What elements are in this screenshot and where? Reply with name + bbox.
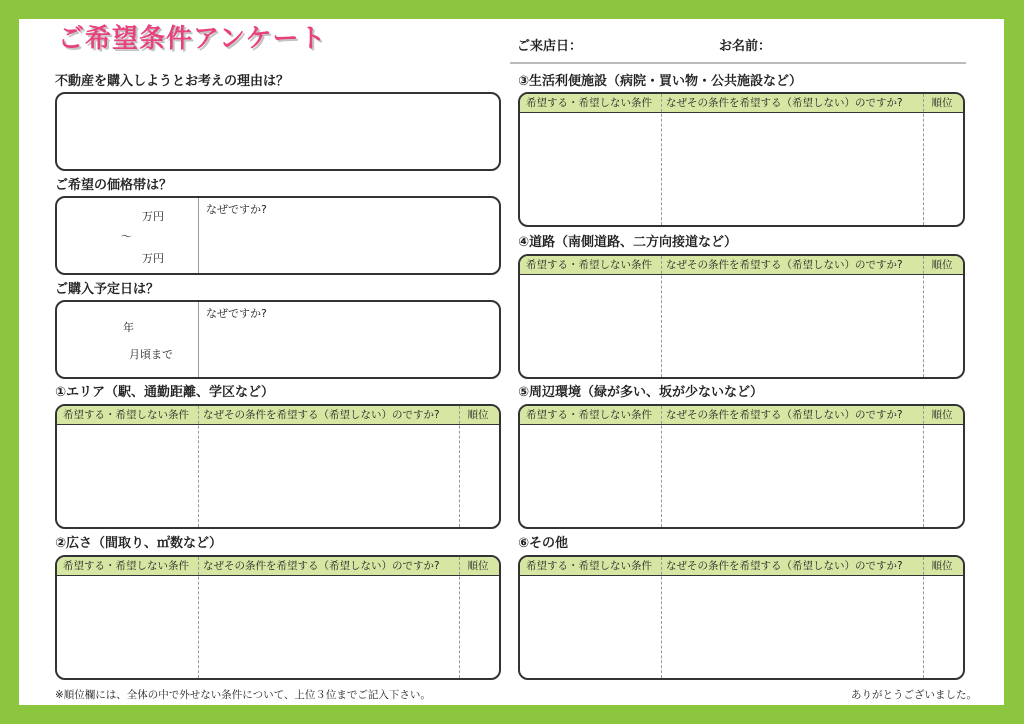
environment-col-condition: 希望する・希望しない条件 <box>526 409 652 421</box>
facilities-table-header <box>520 94 963 113</box>
reason-label: 不動産を購入しようとお考えの理由は？ <box>55 74 290 89</box>
facilities-divider-2 <box>923 94 924 225</box>
environment-divider-1 <box>661 406 662 527</box>
road-label: ④道路（南側道路、二方向接道など） <box>518 235 738 250</box>
area-col-condition: 希望する・希望しない条件 <box>63 409 189 421</box>
facilities-col-condition: 希望する・希望しない条件 <box>526 97 652 109</box>
survey-title: ご希望条件アンケート <box>58 24 327 54</box>
size-table[interactable] <box>55 555 501 680</box>
facilities-col-rank: 順位 <box>931 97 953 109</box>
purchase-month: 月頃まで <box>129 348 173 361</box>
price-divider <box>198 198 199 273</box>
road-table[interactable] <box>518 254 965 379</box>
other-divider-2 <box>923 557 924 678</box>
visit-date-label: ご来店日： <box>517 39 583 54</box>
road-col-condition: 希望する・希望しない条件 <box>526 259 652 271</box>
purchase-year: 年 <box>123 321 134 334</box>
environment-label: ⑤周辺環境（緑が多い、坂が少ないなど） <box>518 385 764 400</box>
price-tilde: 〜 <box>121 230 132 243</box>
road-divider-1 <box>661 256 662 377</box>
area-col-rank: 順位 <box>467 409 489 421</box>
road-divider-2 <box>923 256 924 377</box>
price-why-label: なぜですか? <box>206 203 267 216</box>
size-divider-2 <box>459 557 460 678</box>
other-table-header <box>520 557 963 576</box>
header-rule <box>510 62 966 64</box>
facilities-col-reason: なぜその条件を希望する（希望しない）のですか? <box>666 97 903 109</box>
area-table[interactable] <box>55 404 501 529</box>
other-col-condition: 希望する・希望しない条件 <box>526 560 652 572</box>
price-unit-bottom: 万円 <box>142 252 164 265</box>
price-unit-top: 万円 <box>142 210 164 223</box>
price-label: ご希望の価格帯は？ <box>55 178 173 193</box>
facilities-table[interactable] <box>518 92 965 227</box>
size-label: ②広さ（間取り、㎡数など） <box>55 536 223 551</box>
purchase-date-why-label: なぜですか? <box>206 307 267 320</box>
purchase-date-field[interactable] <box>55 300 501 379</box>
road-col-rank: 順位 <box>931 259 953 271</box>
environment-divider-2 <box>923 406 924 527</box>
facilities-label: ③生活利便施設（病院・買い物・公共施設など） <box>518 74 803 89</box>
purchase-date-divider <box>198 302 199 377</box>
reason-field[interactable] <box>55 92 501 171</box>
ranking-note: ※順位欄には、全体の中で外せない条件について、上位３位までご記入下さい。 <box>55 689 431 701</box>
environment-table-header <box>520 406 963 425</box>
purchase-date-label: ご購入予定日は？ <box>55 282 160 297</box>
other-col-reason: なぜその条件を希望する（希望しない）のですか? <box>666 560 903 572</box>
area-table-header <box>57 406 499 425</box>
other-label: ⑥その他 <box>518 536 569 551</box>
other-table[interactable] <box>518 555 965 680</box>
area-divider-2 <box>459 406 460 527</box>
facilities-divider-1 <box>661 94 662 225</box>
price-field[interactable] <box>55 196 501 275</box>
area-divider-1 <box>198 406 199 527</box>
environment-table[interactable] <box>518 404 965 529</box>
size-col-reason: なぜその条件を希望する（希望しない）のですか? <box>203 560 440 572</box>
size-divider-1 <box>198 557 199 678</box>
size-col-rank: 順位 <box>467 560 489 572</box>
environment-col-rank: 順位 <box>931 409 953 421</box>
name-label: お名前： <box>719 39 772 54</box>
area-col-reason: なぜその条件を希望する（希望しない）のですか? <box>203 409 440 421</box>
size-table-header <box>57 557 499 576</box>
other-divider-1 <box>661 557 662 678</box>
other-col-rank: 順位 <box>931 560 953 572</box>
environment-col-reason: なぜその条件を希望する（希望しない）のですか? <box>666 409 903 421</box>
size-col-condition: 希望する・希望しない条件 <box>63 560 189 572</box>
area-label: ①エリア（駅、通勤距離、学区など） <box>55 385 275 400</box>
thanks-note: ありがとうございました。 <box>851 689 977 701</box>
road-table-header <box>520 256 963 275</box>
road-col-reason: なぜその条件を希望する（希望しない）のですか? <box>666 259 903 271</box>
